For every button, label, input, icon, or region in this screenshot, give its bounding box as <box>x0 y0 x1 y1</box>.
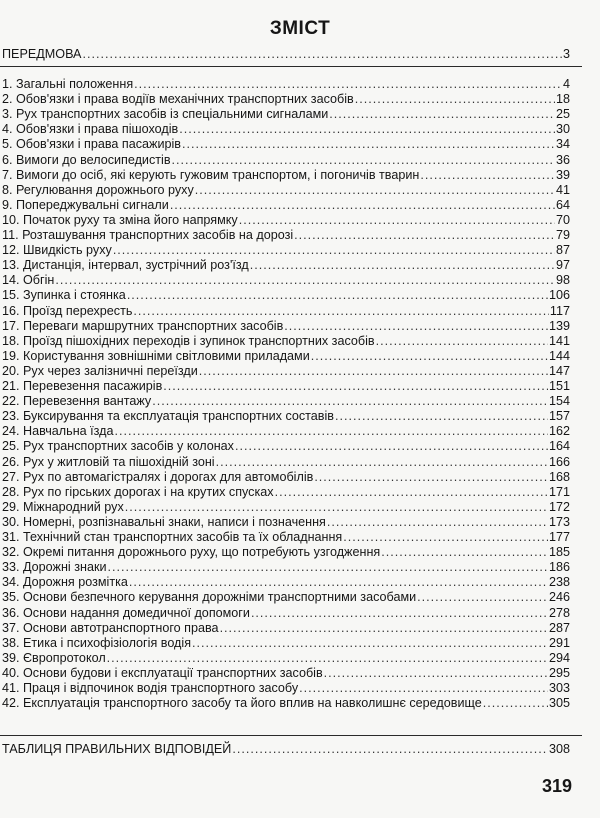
toc-row <box>2 695 570 711</box>
toc-page: 287 <box>548 620 570 635</box>
toc-row <box>2 423 570 439</box>
toc-page: 305 <box>548 696 570 711</box>
dot-leader <box>335 408 548 424</box>
toc-row <box>2 76 570 92</box>
dot-leader <box>324 665 548 681</box>
dot-leader <box>113 242 555 258</box>
toc-label: 16. Проїзд перехресть <box>2 303 133 318</box>
dot-leader <box>327 514 548 530</box>
toc-row <box>2 620 570 636</box>
dot-leader <box>115 423 548 439</box>
dot-leader <box>152 393 548 409</box>
toc-page: 185 <box>548 545 570 560</box>
toc-page: 303 <box>548 681 570 695</box>
dot-leader <box>294 227 555 243</box>
toc-page: 70 <box>555 212 570 227</box>
toc-label: 22. Перевезення вантажу <box>2 394 152 409</box>
toc-page: 41 <box>555 182 570 197</box>
toc-row <box>2 650 570 666</box>
toc-row-preface <box>2 46 570 62</box>
toc-row <box>2 393 570 409</box>
toc-page: 141 <box>548 333 570 348</box>
dot-leader <box>311 348 548 364</box>
toc-row <box>2 197 570 213</box>
dot-leader <box>235 438 548 454</box>
toc-label: 27. Рух по автомагістралях і дорогах для автомобілів <box>2 469 314 484</box>
toc-page: 64 <box>555 197 570 212</box>
toc-row <box>2 469 570 485</box>
toc-page: 162 <box>548 424 570 439</box>
dot-leader <box>192 635 548 651</box>
toc-page: 278 <box>548 605 570 620</box>
dot-leader <box>329 106 555 122</box>
toc-page: 157 <box>548 409 570 424</box>
toc-page: 173 <box>548 514 570 529</box>
dot-leader <box>163 378 548 394</box>
dot-leader <box>133 303 549 319</box>
toc-page: 144 <box>548 348 570 363</box>
toc-label: 19. Користування зовнішніми світловими приладами <box>2 348 310 363</box>
toc-row <box>2 212 570 228</box>
toc-row <box>2 182 570 198</box>
dot-leader <box>127 287 548 303</box>
toc-page: 308 <box>548 742 570 756</box>
toc-row <box>2 589 570 605</box>
toc-row <box>2 484 570 500</box>
toc-row <box>2 574 570 590</box>
toc-page: 186 <box>548 560 570 575</box>
dot-leader <box>284 318 548 334</box>
dot-leader <box>343 529 548 545</box>
toc-label: 30. Номерні, розпізнавальні знаки, написи і позначення <box>2 514 326 529</box>
dot-leader <box>129 574 548 590</box>
dot-leader <box>239 212 555 228</box>
toc-row <box>2 454 570 470</box>
toc-label: 6. Вимоги до велосипедистів <box>2 152 171 167</box>
toc-page: 246 <box>548 590 570 605</box>
toc-row <box>2 227 570 243</box>
toc-label: 15. Зупинка і стоянка <box>2 288 126 303</box>
toc-page: 25 <box>555 107 570 122</box>
toc-label: 29. Міжнародний рух <box>2 499 124 514</box>
toc-label: 13. Дистанція, інтервал, зустрічний роз'їзд <box>2 258 249 273</box>
toc-row <box>2 514 570 530</box>
dot-leader <box>275 484 548 500</box>
toc-page: 3 <box>562 47 570 61</box>
toc-row <box>2 559 570 575</box>
toc-label: 33. Дорожні знаки <box>2 560 107 575</box>
toc-page: 34 <box>555 137 570 152</box>
dot-leader <box>314 469 548 485</box>
toc-row <box>2 106 570 122</box>
toc-row <box>2 680 570 696</box>
toc-label: 40. Основи будови і експлуатації транспортних засобів <box>2 665 323 680</box>
page-number: 319 <box>541 776 572 796</box>
toc-page: 106 <box>548 288 570 303</box>
dot-leader <box>355 91 555 107</box>
toc-label: ТАБЛИЦЯ ПРАВИЛЬНИХ ВІДПОВІДЕЙ <box>2 742 232 756</box>
toc-row <box>2 257 570 273</box>
toc-label: 5. Обов'язки і права пасажирів <box>2 137 181 152</box>
toc-label: 8. Регулювання дорожнього руху <box>2 182 194 197</box>
toc-label: ПЕРЕДМОВА <box>2 47 82 61</box>
dot-leader <box>195 182 555 198</box>
toc-label: 18. Проїзд пішохідних переходів і зупинок транспортних засобів <box>2 333 375 348</box>
dot-leader <box>420 167 555 183</box>
dot-leader <box>381 544 548 560</box>
toc-label: 25. Рух транспортних засобів у колонах <box>2 439 234 454</box>
toc-page: 295 <box>548 665 570 680</box>
toc-label: 17. Переваги маршрутних транспортних засобів <box>2 318 284 333</box>
dot-leader <box>125 499 548 515</box>
toc-label: 3. Рух транспортних засобів із спеціальними сигналами <box>2 107 329 122</box>
toc-page: 291 <box>548 635 570 650</box>
toc-label: 23. Буксирування та експлуатація транспортних составів <box>2 409 334 424</box>
toc-row <box>2 499 570 515</box>
toc-page: 171 <box>548 484 570 499</box>
toc-row <box>2 167 570 183</box>
toc-row <box>2 635 570 651</box>
toc-row <box>2 438 570 454</box>
toc-label: 26. Рух у житловій та пішохідній зоні <box>2 454 215 469</box>
dot-leader <box>179 121 555 137</box>
toc-row <box>2 287 570 303</box>
toc-label: 21. Перевезення пасажирів <box>2 379 163 393</box>
toc-label: 36. Основи надання домедичної допомоги <box>2 605 250 620</box>
dot-leader <box>376 333 548 349</box>
toc-label: 42. Експлуатація транспортного засобу та його вплив на навколишнє середовище <box>2 696 482 711</box>
toc-page: 79 <box>555 228 570 242</box>
toc-label: 7. Вимоги до осіб, які керують гужовим транспортом, і погоничів тварин <box>2 167 420 182</box>
toc-page: 139 <box>548 318 570 333</box>
toc-page: 177 <box>548 530 570 544</box>
toc-page: 4 <box>562 77 570 91</box>
toc-label: 2. Обов'язки і права водіїв механічних транспортних засобів <box>2 92 354 107</box>
toc-page: 168 <box>548 469 570 484</box>
dot-leader <box>199 363 548 379</box>
dot-leader <box>182 136 555 152</box>
toc-page: 30 <box>555 122 570 137</box>
toc-page: 154 <box>548 394 570 409</box>
toc-row <box>2 91 570 107</box>
toc-row <box>2 136 570 152</box>
toc-title: ЗМІСТ <box>269 18 331 39</box>
toc-page: 39 <box>555 167 570 182</box>
toc-label: 20. Рух через залізничні переїзди <box>2 363 198 378</box>
dot-leader <box>172 152 555 168</box>
toc-page: 87 <box>555 243 570 258</box>
toc-label: 1. Загальні положення <box>2 77 134 91</box>
toc-row-answers-table <box>2 741 570 757</box>
toc-label: 9. Попереджувальні сигнали <box>2 197 169 212</box>
dot-leader <box>232 741 548 757</box>
toc-page: 164 <box>548 439 570 454</box>
toc-label: 24. Навчальна їзда <box>2 424 114 439</box>
toc-page: 238 <box>548 575 570 590</box>
toc-page: 294 <box>548 650 570 665</box>
toc-page: 151 <box>548 379 570 393</box>
divider <box>0 735 582 736</box>
toc-page: 172 <box>548 499 570 514</box>
dot-leader <box>170 197 555 213</box>
dot-leader <box>216 454 548 470</box>
toc-row <box>2 303 570 319</box>
toc-label: 14. Обгін <box>2 273 55 288</box>
toc-label: 34. Дорожня розмітка <box>2 575 128 590</box>
toc-row <box>2 544 570 560</box>
toc-label: 4. Обов'язки і права пішоходів <box>2 122 179 137</box>
toc-label: 31. Технічний стан транспортних засобів та їх обладнання <box>2 530 343 544</box>
toc-page: 98 <box>555 273 570 288</box>
toc-label: 10. Початок руху та зміна його напрямку <box>2 212 238 227</box>
toc-row <box>2 378 570 394</box>
dot-leader <box>220 620 548 636</box>
dot-leader <box>250 257 555 273</box>
toc-row <box>2 348 570 364</box>
dot-leader <box>417 589 548 605</box>
dot-leader <box>107 650 548 666</box>
toc-label: 39. Європротокол <box>2 650 106 665</box>
toc-page: 18 <box>555 92 570 107</box>
dot-leader <box>483 695 548 711</box>
toc-page: 166 <box>548 454 570 469</box>
toc-label: 11. Розташування транспортних засобів на дорозі <box>2 228 294 242</box>
toc-row <box>2 333 570 349</box>
toc-page: 117 <box>549 303 570 318</box>
toc-row <box>2 121 570 137</box>
dot-leader <box>108 559 548 575</box>
toc-page: 36 <box>555 152 570 167</box>
toc-row <box>2 152 570 168</box>
toc-label: 12. Швидкість руху <box>2 243 112 258</box>
dot-leader <box>299 680 548 696</box>
toc-label: 38. Етика і психофізіологія водія <box>2 635 192 650</box>
dot-leader <box>134 76 562 92</box>
toc-label: 37. Основи автотранспортного права <box>2 620 219 635</box>
toc-page: 147 <box>548 363 570 378</box>
toc-row <box>2 272 570 288</box>
toc-row <box>2 605 570 621</box>
dot-leader <box>82 46 562 62</box>
dot-leader <box>251 605 548 621</box>
toc-row <box>2 529 570 545</box>
divider <box>0 66 582 67</box>
toc-label: 41. Праця і відпочинок водія транспортного засобу <box>2 681 299 695</box>
toc-label: 32. Окремі питання дорожнього руху, що потребують узгодження <box>2 545 381 560</box>
toc-label: 28. Рух по гірських дорогах і на крутих спусках <box>2 484 274 499</box>
dot-leader <box>55 272 555 288</box>
toc-row <box>2 242 570 258</box>
toc-row <box>2 318 570 334</box>
toc-row <box>2 665 570 681</box>
toc-row <box>2 363 570 379</box>
toc-page: 97 <box>555 258 570 273</box>
toc-label: 35. Основи безпечного керування дорожніми транспортними засобами <box>2 590 417 605</box>
toc-row <box>2 408 570 424</box>
